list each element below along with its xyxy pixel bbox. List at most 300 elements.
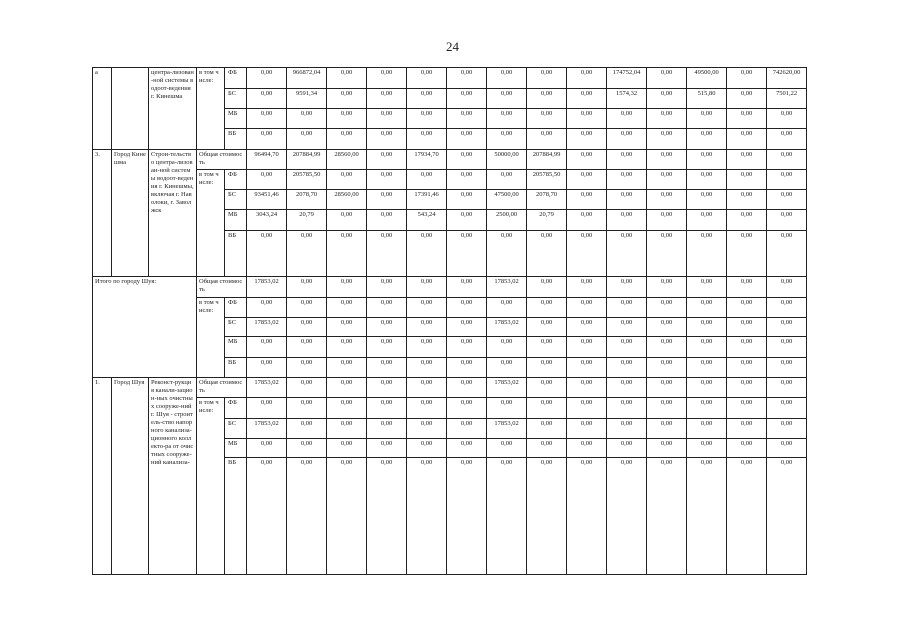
value-cell: 3043,24 [247,210,287,231]
value-cell: 0,00 [767,358,807,378]
value-cell: 0,00 [727,458,767,575]
value-cell: 0,00 [527,419,567,439]
value-cell: 0,00 [607,398,647,419]
value-cell: 0,00 [647,190,687,210]
value-cell: 0,00 [407,277,447,298]
table-row [93,277,807,298]
value-cell: 0,00 [727,398,767,419]
value-cell: 0,00 [487,298,527,318]
value-cell: 0,00 [767,231,807,277]
value-cell: 17853,02 [487,318,527,337]
value-cell: 0,00 [367,89,407,109]
value-cell: 2078,70 [287,190,327,210]
value-cell: 0,00 [327,439,367,458]
total-cost-label: Общая стоимость [197,150,247,170]
value-cell: 0,00 [567,419,607,439]
value-cell: 0,00 [367,358,407,378]
value-cell: 0,00 [567,68,607,89]
value-cell: 0,00 [727,318,767,337]
value-cell: 0,00 [287,277,327,298]
value-cell: 0,00 [327,358,367,378]
source-label: МБ [225,210,247,231]
value-cell: 0,00 [247,129,287,150]
source-label: ВБ [225,458,247,575]
value-cell: 0,00 [767,129,807,150]
source-label: ФБ [225,298,247,318]
table-row [93,378,807,398]
value-cell: 0,00 [727,378,767,398]
value-cell: 0,00 [767,277,807,298]
source-label: ВБ [225,358,247,378]
source-label: ВБ [225,129,247,150]
value-cell: 0,00 [527,318,567,337]
value-cell: 0,00 [407,89,447,109]
value-cell: 2078,70 [527,190,567,210]
value-cell: 0,00 [447,318,487,337]
value-cell: 0,00 [767,318,807,337]
value-cell: 205785,50 [527,170,567,190]
value-cell: 0,00 [247,170,287,190]
value-cell: 0,00 [687,318,727,337]
value-cell: 0,00 [447,129,487,150]
value-cell: 0,00 [647,210,687,231]
value-cell: 0,00 [487,398,527,419]
in-that-number-label: в том числе: [197,68,225,150]
value-cell: 9591,34 [287,89,327,109]
value-cell: 0,00 [727,170,767,190]
object-name: центра-лизован-ной системы водоот-ведения г. Кинешма [149,68,197,150]
value-cell: 0,00 [607,337,647,358]
value-cell: 0,00 [607,231,647,277]
value-cell: 0,00 [287,231,327,277]
value-cell: 0,00 [327,109,367,129]
value-cell: 0,00 [487,89,527,109]
value-cell: 0,00 [687,358,727,378]
value-cell: 0,00 [727,358,767,378]
value-cell: 0,00 [447,231,487,277]
value-cell: 0,00 [767,378,807,398]
value-cell: 0,00 [607,298,647,318]
value-cell: 0,00 [487,129,527,150]
value-cell: 0,00 [487,337,527,358]
value-cell: 17853,02 [487,277,527,298]
value-cell: 0,00 [327,68,367,89]
value-cell: 0,00 [407,129,447,150]
value-cell: 0,00 [727,129,767,150]
value-cell: 0,00 [447,439,487,458]
value-cell: 0,00 [607,458,647,575]
value-cell: 0,00 [287,419,327,439]
value-cell: 0,00 [367,277,407,298]
in-that-number-label: в том числе: [197,298,225,378]
value-cell: 0,00 [607,190,647,210]
source-label: БС [225,89,247,109]
value-cell: 0,00 [567,398,607,419]
value-cell: 0,00 [447,298,487,318]
value-cell: 0,00 [407,170,447,190]
value-cell: 0,00 [367,337,407,358]
value-cell: 0,00 [327,231,367,277]
value-cell: 0,00 [447,378,487,398]
value-cell: 0,00 [607,439,647,458]
value-cell: 515,80 [687,89,727,109]
value-cell: 0,00 [567,89,607,109]
value-cell: 0,00 [407,378,447,398]
value-cell: 0,00 [447,277,487,298]
value-cell: 0,00 [647,150,687,170]
value-cell: 0,00 [367,378,407,398]
table-row [93,398,807,419]
source-label: МБ [225,439,247,458]
source-label: МБ [225,109,247,129]
value-cell: 0,00 [607,378,647,398]
value-cell: 0,00 [487,358,527,378]
value-cell: 0,00 [447,170,487,190]
value-cell: 0,00 [247,298,287,318]
value-cell: 0,00 [367,170,407,190]
table-row [93,150,807,170]
value-cell: 0,00 [367,298,407,318]
value-cell: 96494,70 [247,150,287,170]
value-cell: 0,00 [527,129,567,150]
value-cell: 0,00 [767,150,807,170]
value-cell: 0,00 [367,109,407,129]
value-cell: 0,00 [687,398,727,419]
value-cell: 0,00 [487,109,527,129]
total-cost-label: Общая стоимость [197,378,247,398]
value-cell: 0,00 [287,358,327,378]
value-cell: 0,00 [687,419,727,439]
value-cell: 0,00 [527,89,567,109]
value-cell: 0,00 [567,318,607,337]
value-cell: 0,00 [287,318,327,337]
value-cell: 0,00 [567,190,607,210]
value-cell: 0,00 [247,68,287,89]
value-cell: 0,00 [407,109,447,129]
value-cell: 0,00 [367,129,407,150]
value-cell: 0,00 [447,337,487,358]
value-cell: 0,00 [407,439,447,458]
row-number: 1. [93,378,112,575]
value-cell: 0,00 [647,378,687,398]
value-cell: 0,00 [487,231,527,277]
value-cell: 0,00 [727,68,767,89]
value-cell: 0,00 [447,109,487,129]
value-cell: 0,00 [367,150,407,170]
value-cell: 0,00 [567,277,607,298]
source-label: ФБ [225,68,247,89]
value-cell: 0,00 [687,277,727,298]
value-cell: 0,00 [327,337,367,358]
value-cell: 0,00 [287,109,327,129]
table-row [93,68,807,89]
value-cell: 966872,04 [287,68,327,89]
table-row [93,298,807,318]
city-cell [112,68,149,150]
value-cell: 17853,02 [487,378,527,398]
value-cell: 17934,70 [407,150,447,170]
value-cell: 0,00 [567,170,607,190]
value-cell: 0,00 [407,68,447,89]
value-cell: 0,00 [367,210,407,231]
value-cell: 0,00 [447,190,487,210]
value-cell: 0,00 [367,318,407,337]
source-label: МБ [225,337,247,358]
value-cell: 0,00 [527,358,567,378]
value-cell: 0,00 [327,378,367,398]
value-cell: 0,00 [607,109,647,129]
value-cell: 0,00 [647,89,687,109]
value-cell: 0,00 [767,109,807,129]
value-cell: 0,00 [687,231,727,277]
value-cell: 0,00 [647,358,687,378]
city-name: Город Кинешма [112,150,149,277]
value-cell: 0,00 [567,109,607,129]
value-cell: 0,00 [767,439,807,458]
value-cell: 0,00 [687,378,727,398]
value-cell: 0,00 [767,419,807,439]
value-cell: 0,00 [527,337,567,358]
value-cell: 0,00 [647,419,687,439]
value-cell: 0,00 [727,150,767,170]
value-cell: 0,00 [687,150,727,170]
value-cell: 0,00 [247,439,287,458]
value-cell: 20,79 [527,210,567,231]
source-label: БС [225,419,247,439]
value-cell: 0,00 [367,68,407,89]
value-cell: 0,00 [727,210,767,231]
value-cell: 0,00 [767,398,807,419]
value-cell: 0,00 [607,210,647,231]
table-body [93,68,807,575]
value-cell: 0,00 [727,439,767,458]
value-cell: 0,00 [407,231,447,277]
value-cell: 0,00 [567,210,607,231]
value-cell: 50000,00 [487,150,527,170]
value-cell: 0,00 [687,109,727,129]
city-total-label: Итого по городу Шуя: [93,277,197,378]
value-cell: 0,00 [487,170,527,190]
value-cell: 0,00 [327,458,367,575]
value-cell: 0,00 [527,458,567,575]
value-cell: 0,00 [727,89,767,109]
value-cell: 17853,02 [487,419,527,439]
value-cell: 0,00 [607,358,647,378]
row-number: 3. [93,150,112,277]
value-cell: 28560,00 [327,150,367,170]
value-cell: 0,00 [247,337,287,358]
object-name: Строи-тельство центра-лизован-ной системы водоот-ведения г. Кинешмы, включая г. Наволоки, г. Заволжск [149,150,197,277]
value-cell: 0,00 [447,419,487,439]
value-cell: 207884,99 [527,150,567,170]
value-cell: 0,00 [527,298,567,318]
value-cell: 0,00 [767,210,807,231]
value-cell: 205785,50 [287,170,327,190]
city-name: Город Шуя [112,378,149,575]
value-cell: 0,00 [647,439,687,458]
value-cell: 0,00 [567,358,607,378]
value-cell: 0,00 [447,150,487,170]
object-name: Реконст-рукция канали-зацион-ных очистных сооруже-ний г. Шуя - строитель-ство напорного канализа-ционного коллекто-ра от очистных сооруже-ний канализа- [149,378,197,575]
value-cell: 0,00 [607,129,647,150]
value-cell: 0,00 [607,170,647,190]
source-label: ФБ [225,398,247,419]
row-number: а [93,68,112,150]
value-cell: 0,00 [407,458,447,575]
value-cell: 0,00 [647,170,687,190]
value-cell: 0,00 [327,298,367,318]
value-cell: 0,00 [767,337,807,358]
value-cell: 17853,02 [247,277,287,298]
value-cell: 0,00 [767,458,807,575]
value-cell: 0,00 [327,89,367,109]
value-cell: 0,00 [527,109,567,129]
value-cell: 0,00 [567,231,607,277]
value-cell: 0,00 [287,398,327,419]
value-cell: 0,00 [287,439,327,458]
value-cell: 0,00 [367,231,407,277]
value-cell: 0,00 [367,439,407,458]
source-label: БС [225,190,247,210]
value-cell: 0,00 [487,68,527,89]
value-cell: 0,00 [447,210,487,231]
value-cell: 0,00 [287,458,327,575]
value-cell: 0,00 [287,129,327,150]
value-cell: 0,00 [327,170,367,190]
source-label: ВБ [225,231,247,277]
value-cell: 543,24 [407,210,447,231]
value-cell: 0,00 [727,109,767,129]
source-label: БС [225,318,247,337]
value-cell: 17853,02 [247,378,287,398]
value-cell: 0,00 [567,337,607,358]
value-cell: 0,00 [247,231,287,277]
value-cell: 0,00 [527,378,567,398]
value-cell: 0,00 [647,129,687,150]
value-cell: 0,00 [607,419,647,439]
value-cell: 0,00 [767,170,807,190]
value-cell: 0,00 [447,358,487,378]
value-cell: 93451,46 [247,190,287,210]
value-cell: 207884,99 [287,150,327,170]
value-cell: 0,00 [687,458,727,575]
value-cell: 49500,00 [687,68,727,89]
value-cell: 0,00 [727,298,767,318]
value-cell: 0,00 [527,439,567,458]
value-cell: 0,00 [247,109,287,129]
value-cell: 0,00 [487,439,527,458]
value-cell: 0,00 [367,458,407,575]
value-cell: 0,00 [727,231,767,277]
value-cell: 17853,02 [247,318,287,337]
value-cell: 0,00 [367,190,407,210]
value-cell: 0,00 [567,129,607,150]
value-cell: 17853,02 [247,419,287,439]
value-cell: 0,00 [647,458,687,575]
value-cell: 0,00 [527,68,567,89]
table-row [93,170,807,190]
value-cell: 0,00 [407,337,447,358]
value-cell: 0,00 [527,277,567,298]
value-cell: 0,00 [647,68,687,89]
in-that-number-label: в том числе: [197,170,225,277]
value-cell: 0,00 [647,298,687,318]
value-cell: 47500,00 [487,190,527,210]
value-cell: 0,00 [367,398,407,419]
value-cell: 0,00 [527,398,567,419]
value-cell: 0,00 [487,458,527,575]
value-cell: 7501,22 [767,89,807,109]
value-cell: 17391,46 [407,190,447,210]
source-label: ФБ [225,170,247,190]
value-cell: 174752,04 [607,68,647,89]
value-cell: 0,00 [287,298,327,318]
value-cell: 0,00 [607,277,647,298]
value-cell: 0,00 [727,337,767,358]
value-cell: 0,00 [447,398,487,419]
value-cell: 0,00 [607,318,647,337]
value-cell: 0,00 [327,210,367,231]
value-cell: 0,00 [647,277,687,298]
total-cost-label: Общая стоимость [197,277,247,298]
value-cell: 0,00 [767,298,807,318]
value-cell: 0,00 [647,398,687,419]
value-cell: 0,00 [407,298,447,318]
value-cell: 0,00 [727,190,767,210]
value-cell: 0,00 [247,89,287,109]
value-cell: 1574,32 [607,89,647,109]
value-cell: 0,00 [647,231,687,277]
value-cell: 0,00 [687,190,727,210]
value-cell: 0,00 [407,419,447,439]
value-cell: 0,00 [567,298,607,318]
value-cell: 0,00 [607,150,647,170]
value-cell: 0,00 [407,358,447,378]
value-cell: 0,00 [527,231,567,277]
value-cell: 0,00 [367,419,407,439]
value-cell: 0,00 [447,458,487,575]
value-cell: 0,00 [687,170,727,190]
in-that-number-label: в том числе: [197,398,225,575]
value-cell: 0,00 [687,337,727,358]
value-cell: 0,00 [327,129,367,150]
value-cell: 0,00 [567,458,607,575]
value-cell: 0,00 [647,318,687,337]
value-cell: 0,00 [287,378,327,398]
value-cell: 0,00 [687,129,727,150]
value-cell: 0,00 [287,337,327,358]
value-cell: 0,00 [687,439,727,458]
value-cell: 0,00 [407,318,447,337]
value-cell: 2500,00 [487,210,527,231]
value-cell: 742620,00 [767,68,807,89]
value-cell: 0,00 [327,318,367,337]
value-cell: 0,00 [647,109,687,129]
value-cell: 0,00 [447,68,487,89]
value-cell: 0,00 [687,298,727,318]
value-cell: 0,00 [447,89,487,109]
value-cell: 0,00 [247,458,287,575]
value-cell: 28560,00 [327,190,367,210]
value-cell: 0,00 [327,419,367,439]
value-cell: 0,00 [327,277,367,298]
value-cell: 0,00 [767,190,807,210]
value-cell: 0,00 [407,398,447,419]
value-cell: 0,00 [567,378,607,398]
value-cell: 0,00 [727,277,767,298]
page-number: 24 [446,39,459,54]
value-cell: 0,00 [247,398,287,419]
